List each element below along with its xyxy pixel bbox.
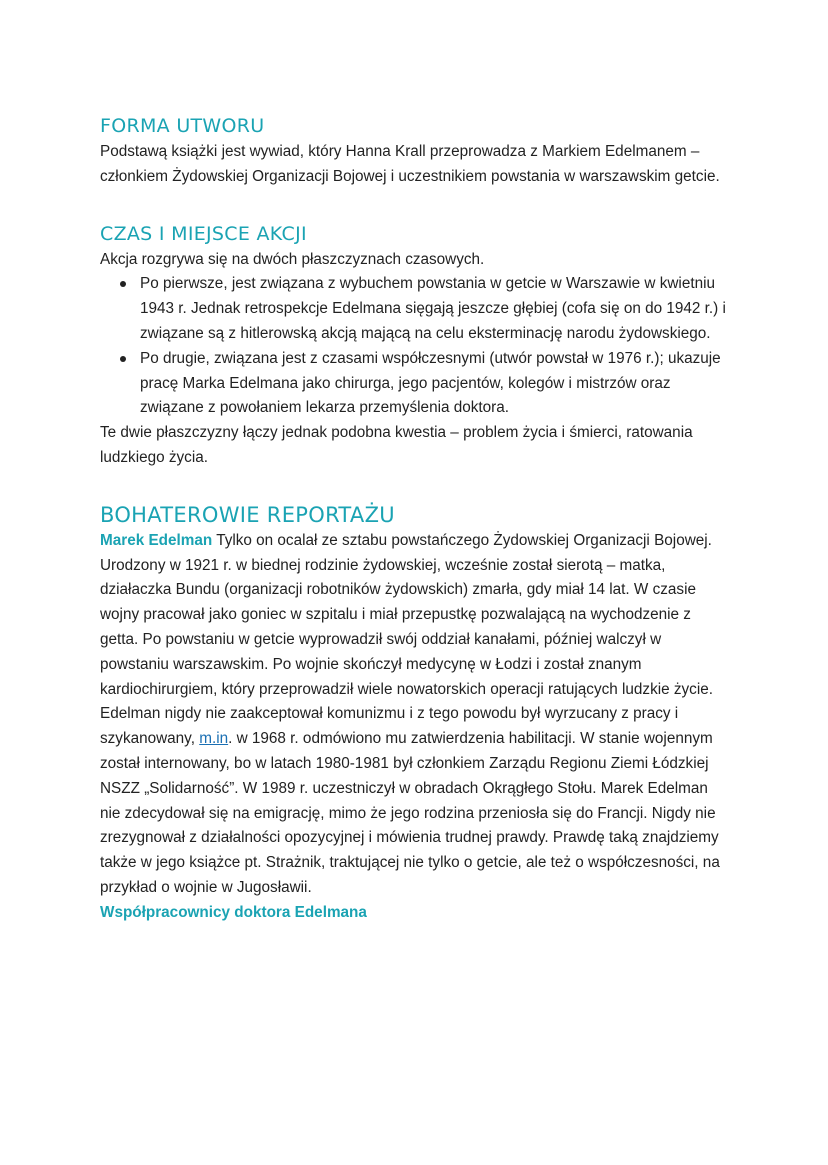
heading-bohaterowie: BOHATEROWIE REPORTAŻU bbox=[100, 502, 395, 527]
subheading-wspolpracownicy: Współpracownicy doktora Edelmana bbox=[100, 903, 367, 921]
list-item bbox=[140, 272, 728, 346]
heading-czas-i-miejsce: CZAS I MIEJSCE AKCJI bbox=[100, 222, 307, 245]
hero-text-part1: Tylko on ocalał ze sztabu powstańczego Żydowskiej Organizacji Bojowej. Urodzony w 1921 r. w biednej rodzinie żydowskiej, wcześnie został sierotą – matka, działaczka Bundu (organizacji robotników żydowskich) zmarła, gdy miał 14 lat. W czasie wojny pracował jako goniec w szpitalu i miał przepustkę pozwalającą na wychodzenie z getta. Po powstaniu w getcie wyprowadził swój oddział kanałami, później walczył w powstaniu warszawskim. Po wojnie skończył medycynę w Łodzi i został znanym kardiochirurgiem, który przeprowadził wiele nowatorskich operacji ratujących ludzkie życie. Edelman nigdy nie zaakceptował komunizmu i z tego powodu był wyrzucany z pracy i szykanowany, bbox=[100, 531, 713, 748]
forma-paragraph: Podstawą książki jest wywiad, który Hanna Krall przeprowadza z Markiem Edelmanem – członkiem Żydowskiej Organizacji Bojowej i uczestnikiem powstania w warszawskim getcie. bbox=[100, 143, 720, 185]
czas-bullet-list bbox=[100, 272, 728, 421]
bohaterowie-paragraph bbox=[100, 529, 728, 901]
heading-forma-utworu: FORMA UTWORU bbox=[100, 115, 265, 137]
bullet-text: Po drugie, związana jest z czasami współczesnymi (utwór powstał w 1976 r.); ukazuje pracę Marka Edelmana jako chirurga, jego pacjentów, kolegów i mistrzów oraz związane z powołaniem lekarza przemyślenia doktora. bbox=[140, 349, 721, 417]
section-czas bbox=[100, 220, 728, 471]
bullet-icon bbox=[120, 281, 126, 287]
czas-intro: Akcja rozgrywa się na dwóch płaszczyznach czasowych. bbox=[100, 250, 485, 268]
bullet-icon bbox=[120, 356, 126, 362]
czas-outro: Te dwie płaszczyzny łączy jednak podobna kwestia – problem życia i śmierci, ratowania ludzkiego życia. bbox=[100, 424, 693, 466]
bullet-text: Po pierwsze, jest związana z wybuchem powstania w getcie w Warszawie w kwietniu 1943 r. Jednak retrospekcje Edelmana sięgają jeszcze głębiej (cofa się on do 1942 r.) i związane są z hitlerowską akcją mającą na celu eksterminację narodu żydowskiego. bbox=[140, 275, 726, 342]
section-bohaterowie bbox=[100, 501, 728, 926]
list-item bbox=[140, 347, 728, 421]
hero-name: Marek Edelman bbox=[100, 531, 213, 549]
hero-text-part2: . w 1968 r. odmówiono mu zatwierdzenia habilitacji. W stanie wojennym został internowany, bo w latach 1980-1981 był członkiem Zarządu Regionu Ziemi Łódzkiej NSZZ „Solidarność”. W 1989 r. uczestniczył w obradach Okrągłego Stołu. Marek Edelman nie zdecydował się na emigrację, mimo że jego rodzina przeniosła się do Francji. Nigdy nie zrezygnował z działalności opozycyjnej i mówienia trudnej prawdy. Prawdę taką znajdziemy także w jego książce pt. Strażnik, traktującej nie tylko o getcie, ale też o współczesności, na przykład o wojnie w Jugosławii. bbox=[100, 730, 720, 896]
min-link[interactable]: m.in bbox=[199, 730, 229, 748]
section-forma bbox=[100, 112, 728, 190]
